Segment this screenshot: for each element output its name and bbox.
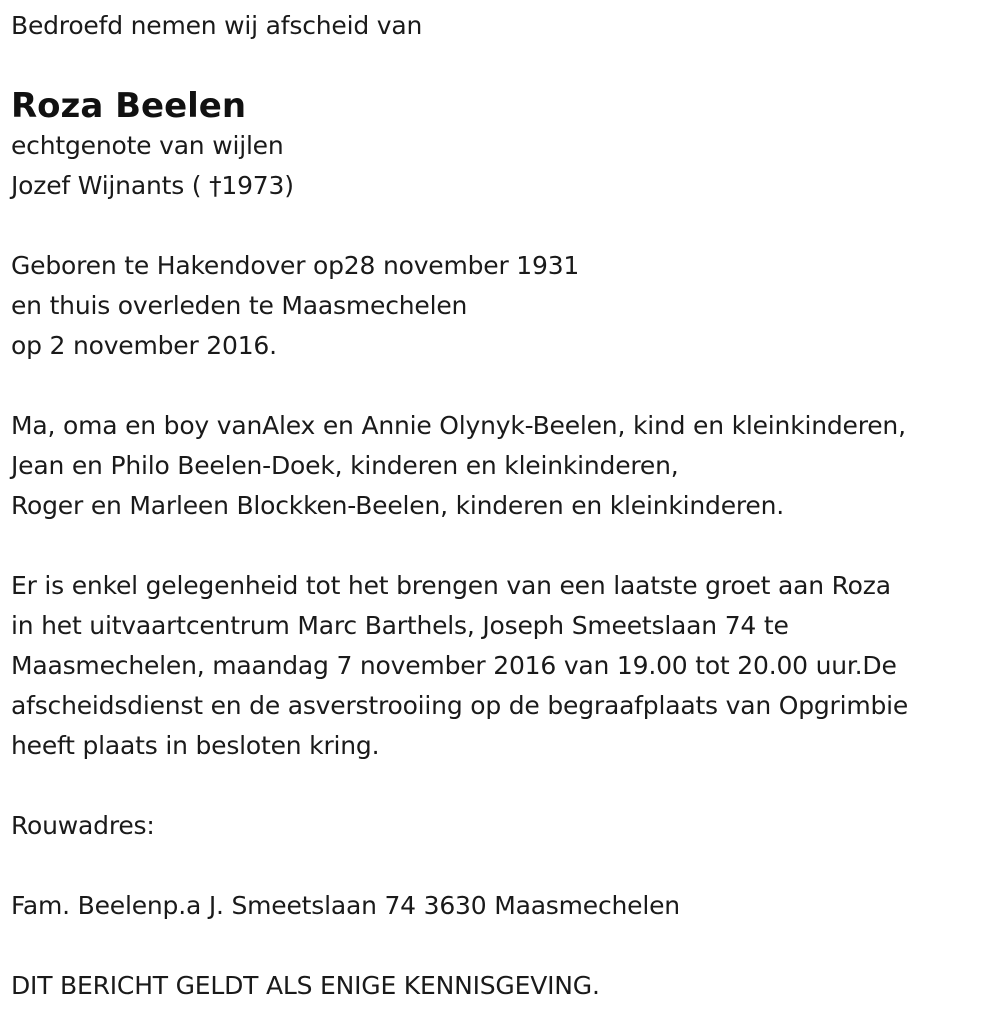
death-place-line: en thuis overleden te Maasmechelen: [11, 291, 468, 320]
spouse-line-1: echtgenote van wijlen: [11, 131, 284, 160]
ceremony-line: Maasmechelen, maandag 7 november 2016 van 19.00 tot 20.00 uur.De: [11, 651, 897, 680]
notice-text: DIT BERICHT GELDT ALS ENIGE KENNISGEVING.: [11, 971, 600, 1000]
ceremony-line: Er is enkel gelegenheid tot het brengen van een laatste groet aan Roza: [11, 571, 891, 600]
spacer: [11, 206, 996, 246]
deceased-name: Roza Beelen: [11, 86, 247, 126]
family-line: Jean en Philo Beelen-Doek, kinderen en kleinkinderen,: [11, 451, 679, 480]
family-line: Roger en Marleen Blockken-Beelen, kinderen en kleinkinderen.: [11, 491, 784, 520]
ceremony-line: in het uitvaartcentrum Marc Barthels, Joseph Smeetslaan 74 te: [11, 611, 789, 640]
spacer: [11, 46, 996, 86]
ceremony-line: afscheidsdienst en de asverstrooiing op de begraafplaats van Opgrimbie: [11, 691, 909, 720]
cross-icon: †: [209, 171, 222, 200]
spacer: [11, 526, 996, 566]
obituary-document: [11, 0, 996, 1006]
spacer: [11, 766, 996, 806]
mourning-address: Fam. Beelenp.a J. Smeetslaan 74 3630 Maasmechelen: [11, 891, 680, 920]
spouse-name: Jozef Wijnants (: [11, 171, 210, 200]
intro-text: Bedroefd nemen wij afscheid van: [11, 11, 423, 40]
family-line: Ma, oma en boy vanAlex en Annie Olynyk-Beelen, kind en kleinkinderen,: [11, 411, 906, 440]
spacer: [11, 846, 996, 886]
spacer: [11, 926, 996, 966]
birth-line: Geboren te Hakendover op28 november 1931: [11, 251, 580, 280]
ceremony-line: heeft plaats in besloten kring.: [11, 731, 380, 760]
spouse-death-year: 1973): [221, 171, 294, 200]
death-date-line: op 2 november 2016.: [11, 331, 277, 360]
mourning-address-label: Rouwadres:: [11, 811, 155, 840]
spouse-line-2: [11, 166, 996, 206]
spacer: [11, 366, 996, 406]
